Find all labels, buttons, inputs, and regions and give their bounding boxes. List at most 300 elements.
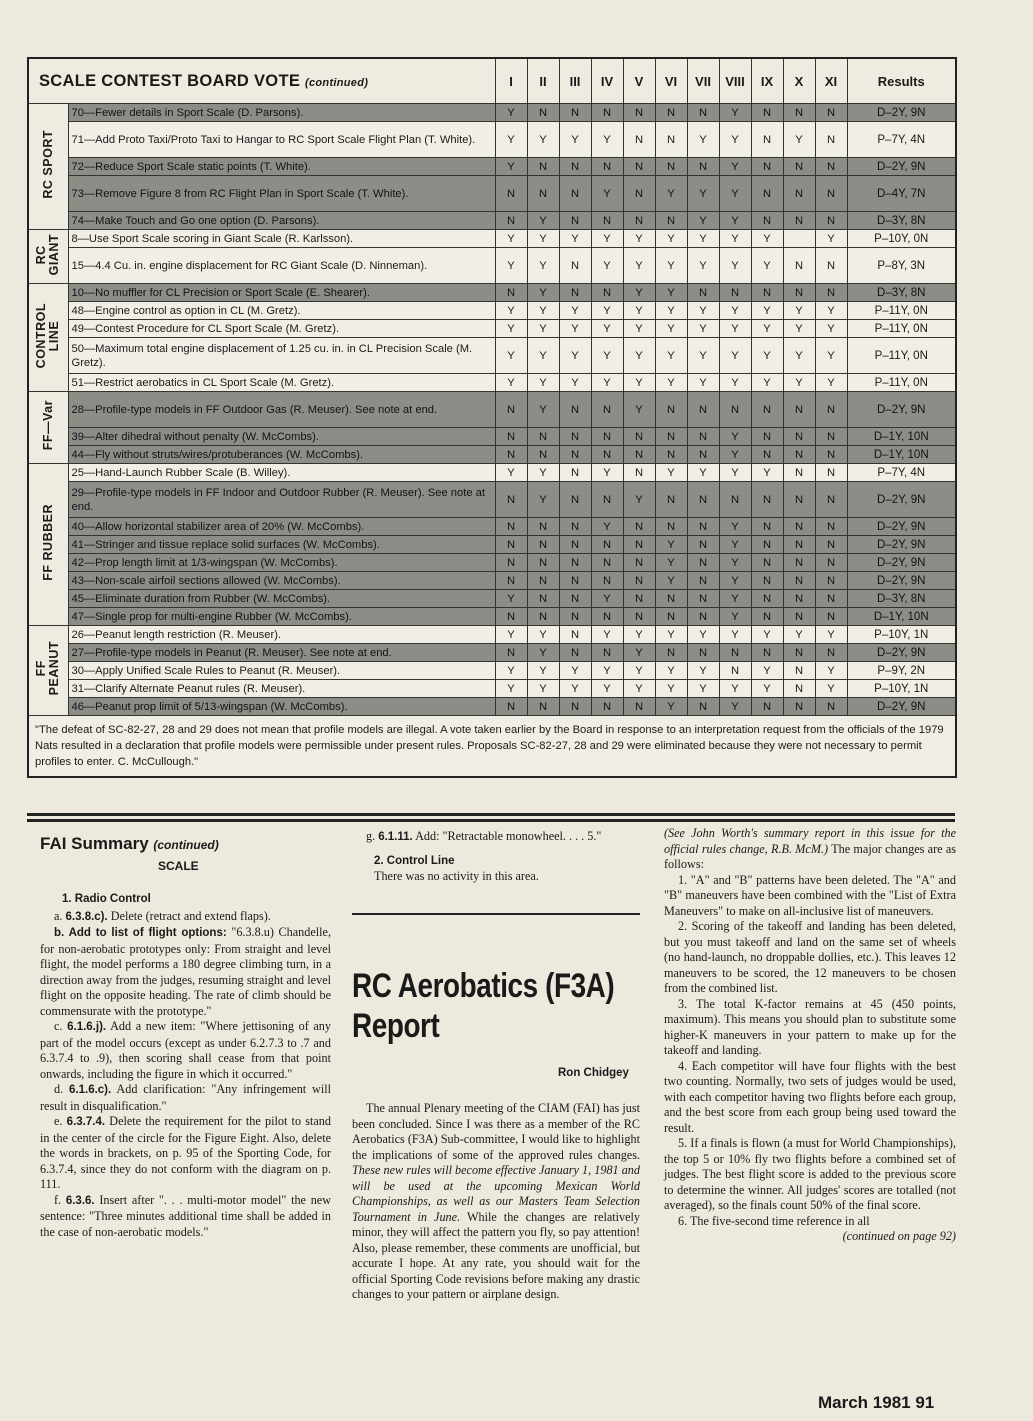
rc-heading: 1. Radio Control [62,893,151,905]
vote-cell: Y [815,662,847,680]
vote-cell: Y [719,608,751,626]
vote-cell: N [815,644,847,662]
vote-cell: N [559,698,591,716]
vote-cell: Y [687,464,719,482]
f3a-item: 4. Each competitor will have four flights with the best two counting. Normally, two sets of judges would be used, with each competitor having two flights before each group, and the best score from each group being used toward the result. [664,1058,956,1135]
vote-cell: N [527,554,559,572]
vote-cell: Y [719,464,751,482]
section-divider [27,813,955,816]
vote-cell: N [783,680,815,698]
vote-cell: Y [591,374,623,392]
continued-note-text: (continued on page 92) [842,1229,956,1243]
vote-cell: N [623,608,655,626]
proposal-cell: 74—Make Touch and Go one option (D. Parsons). [68,212,495,230]
table-row [28,158,956,176]
category-label-text: FF—Var [40,400,55,451]
proposal-cell: 31—Clarify Alternate Peanut rules (R. Meuser). [68,680,495,698]
vote-cell: N [815,212,847,230]
vote-cell: N [527,536,559,554]
f3a-intro-a: The annual Plenary meeting of the CIAM (FAI) has just been concluded. Since I was there as a member of the RC Aerobatics (F3A) Sub-committee, I would like to highlight the implications of some of the approved rules changes. [352,1101,640,1162]
vote-table-body [28,104,956,716]
vote-cell: N [623,158,655,176]
vote-cell: Y [495,374,527,392]
vote-cell: Y [559,662,591,680]
vote-cell: Y [527,284,559,302]
vote-cell: N [687,482,719,518]
vote-cell: N [783,536,815,554]
vote-cell: Y [815,680,847,698]
table-row [28,248,956,284]
column-rule [352,913,640,915]
vote-cell: Y [591,518,623,536]
vote-cell: N [559,644,591,662]
proposal-cell: 49—Contest Procedure for CL Sport Scale (M. Gretz). [68,320,495,338]
vote-cell: N [783,446,815,464]
vote-cell: Y [591,230,623,248]
vote-cell: Y [815,302,847,320]
vote-cell: Y [623,392,655,428]
vote-cell: Y [591,176,623,212]
result-cell: D–2Y, 9N [847,572,956,590]
vote-cell: Y [559,302,591,320]
vote-cell: N [687,446,719,464]
f3a-title-line1: RC Aerobatics (F3A) [352,967,615,1005]
vote-cell: N [815,122,847,158]
vote-cell: N [495,518,527,536]
fai-a-text: Delete (retract and extend flaps). [110,908,271,923]
vote-cell: N [559,626,591,644]
fai-f-ref: 6.3.6. [65,1194,95,1207]
vote-cell: N [751,158,783,176]
category-label [28,284,68,392]
table-note: "The defeat of SC-82-27, 28 and 29 does not mean that profile models are illegal. A vote taken earlier by the Board in response to an interpretation request from the officials of the 1979 Nats resulted in a declaration that profile models were permissible under present rules. Proposals SC-82-27, 28 and 29 were eliminated because they were not necessary to permit profiles to enter. C. McCullough." [28,716,956,778]
vote-cell: Y [527,122,559,158]
vote-cell: N [751,428,783,446]
vote-cell: N [815,284,847,302]
vote-cell: Y [815,626,847,644]
result-cell: P–11Y, 0N [847,320,956,338]
vote-cell: Y [719,212,751,230]
vote-cell: N [527,572,559,590]
vote-cell: N [623,572,655,590]
vote-cell: N [495,482,527,518]
vote-cell: Y [495,464,527,482]
vote-cell: N [687,608,719,626]
table-title-text: SCALE CONTEST BOARD VOTE [39,71,301,90]
vote-cell: N [591,104,623,122]
vote-cell: Y [719,518,751,536]
vote-cell: Y [687,122,719,158]
vote-cell: N [591,212,623,230]
fai-f-text: Insert after ". . . multi-motor model" the new sentence: "Three minutes additional time shall be added in the case of non-aerobatic models." [40,1192,331,1239]
vote-cell: N [751,518,783,536]
proposal-cell: 30—Apply Unified Scale Rules to Peanut (R. Meuser). [68,662,495,680]
result-cell: P–10Y, 0N [847,230,956,248]
vote-cell: N [655,212,687,230]
vote-cell: N [495,608,527,626]
vote-cell: N [495,428,527,446]
proposal-cell: 47—Single prop for multi-engine Rubber (W. McCombs). [68,608,495,626]
vote-cell: Y [495,338,527,374]
vote-cell: N [591,698,623,716]
fai-item-d: d. 6.1.6.c). Add clarification: "Any infringement will result in disqualification." [40,1082,332,1113]
judge-header: VII [687,58,719,104]
vote-cell: Y [751,338,783,374]
table-row [28,554,956,572]
fai-title-text: FAI Summary [40,834,149,853]
vote-cell: N [783,554,815,572]
vote-cell: Y [623,320,655,338]
vote-cell: Y [687,338,719,374]
vote-cell: N [687,518,719,536]
vote-cell: N [751,446,783,464]
vote-cell: N [559,572,591,590]
proposal-cell: 25—Hand-Launch Rubber Scale (B. Willey). [68,464,495,482]
vote-cell: Y [591,626,623,644]
category-label [28,392,68,464]
result-cell: D–1Y, 10N [847,446,956,464]
vote-cell: N [687,698,719,716]
vote-cell: Y [623,230,655,248]
table-row [28,518,956,536]
judge-header: VIII [719,58,751,104]
vote-cell: N [559,536,591,554]
section-divider [27,819,955,822]
fai-item-c: c. 6.1.6.j). Add a new item: "Where jettisoning of any part of the model occurs (except as under 6.2.7.3 to .7 and 6.3.7.4 to .9), then scoring shall cease from that point onwards, including the figure in which it occurred." [40,1019,331,1081]
category-label [28,626,68,716]
vote-cell: Y [719,320,751,338]
vote-cell: N [527,608,559,626]
vote-cell: N [751,392,783,428]
vote-cell: Y [527,212,559,230]
vote-cell: Y [655,536,687,554]
vote-cell: Y [559,320,591,338]
judge-header: X [783,58,815,104]
vote-cell: Y [623,662,655,680]
vote-cell: N [655,590,687,608]
vote-cell: N [783,176,815,212]
vote-cell: Y [655,464,687,482]
vote-cell: Y [719,248,751,284]
vote-cell: Y [719,176,751,212]
vote-cell: N [559,212,591,230]
vote-cell: Y [751,680,783,698]
vote-cell: N [527,104,559,122]
vote-cell: N [559,464,591,482]
fai-item-e: e. 6.3.7.4. Delete the requirement for the pilot to stand in the center of the circle for the Figure Eight. Also, delete the words in brackets, on p. 95 of the Sporting Code, for 6.3.7.4, since they do not conform with the diagram on p. 111. [40,1114,331,1191]
vote-cell: N [751,284,783,302]
vote-cell: Y [527,662,559,680]
vote-cell: N [783,608,815,626]
vote-cell: N [751,554,783,572]
vote-cell: N [655,428,687,446]
fai-subtitle: SCALE [158,859,199,873]
vote-cell: Y [495,302,527,320]
fai-d-text: Add clarification: "Any infringement will result in disqualification." [40,1082,332,1113]
result-cell: D–2Y, 9N [847,104,956,122]
vote-cell: Y [655,374,687,392]
table-header-row [28,58,956,104]
result-cell: P–10Y, 1N [847,626,956,644]
proposal-cell: 28—Profile-type models in FF Outdoor Gas (R. Meuser). See note at end. [68,392,495,428]
f3a-intro [352,1101,640,1303]
f3a-intro-b: These new rules will become effective January 1, 1981 and will be used at the upcoming Mexican World Championships, as well as our Masters Team Selection Tournament in June. [352,1163,640,1224]
vote-cell: Y [719,104,751,122]
vote-cell: Y [751,464,783,482]
vote-cell: Y [623,680,655,698]
vote-cell: Y [719,122,751,158]
result-cell: P–11Y, 0N [847,302,956,320]
f3a-report-title [352,966,614,1046]
category-label [28,464,68,626]
result-cell: D–3Y, 8N [847,212,956,230]
vote-cell: N [751,698,783,716]
vote-cell: N [623,122,655,158]
vote-cell: Y [527,680,559,698]
vote-cell: Y [783,122,815,158]
vote-cell: Y [655,176,687,212]
vote-cell: Y [687,680,719,698]
vote-cell: Y [527,374,559,392]
table-row [28,608,956,626]
vote-cell: N [783,662,815,680]
table-row [28,626,956,644]
judge-header: II [527,58,559,104]
vote-cell: N [559,428,591,446]
vote-cell: Y [783,626,815,644]
vote-cell: Y [655,320,687,338]
vote-cell: Y [783,338,815,374]
table-row [28,284,956,302]
vote-cell: Y [495,662,527,680]
vote-cell: Y [495,320,527,338]
vote-cell: Y [591,122,623,158]
vote-cell: Y [495,248,527,284]
vote-cell: N [591,482,623,518]
vote-cell: Y [655,554,687,572]
table-row [28,302,956,320]
fai-e-ref: 6.3.7.4. [66,1116,106,1128]
fai-c-ref: 6.1.6.j). [67,1021,107,1033]
result-cell: D–4Y, 7N [847,176,956,212]
table-row [28,104,956,122]
vote-cell: N [527,176,559,212]
result-cell: P–7Y, 4N [847,122,956,158]
judge-header: VI [655,58,687,104]
result-cell: P–10Y, 1N [847,680,956,698]
table-row [28,680,956,698]
proposal-cell: 40—Allow horizontal stabilizer area of 20% (W. McCombs). [68,518,495,536]
vote-cell: N [815,572,847,590]
vote-cell: N [783,392,815,428]
vote-cell: Y [591,248,623,284]
vote-cell: N [687,284,719,302]
result-cell: D–1Y, 10N [847,428,956,446]
proposal-cell: 10—No muffler for CL Precision or Sport Scale (E. Shearer). [68,284,495,302]
vote-cell: N [655,446,687,464]
vote-cell: N [687,590,719,608]
vote-cell: N [495,554,527,572]
fai-c-text: Add a new item: "Where jettisoning of any part of the model occurs (except as under 6.2.7.3 to .7 and 6.3.7.4 to .9), then scoring shall cease from that point onwards, including the figure in which it occurred." [40,1019,331,1081]
fai-summary-title [40,834,219,854]
vote-cell: N [815,392,847,428]
vote-cell: N [815,104,847,122]
vote-cell: N [783,644,815,662]
vote-cell: Y [559,122,591,158]
vote-cell: Y [687,320,719,338]
proposal-cell: 73—Remove Figure 8 from RC Flight Plan in Sport Scale (T. White). [68,176,495,212]
vote-cell: Y [655,230,687,248]
vote-cell: N [719,644,751,662]
vote-cell: N [815,554,847,572]
vote-cell: Y [655,572,687,590]
category-label-text: FF PEANUT [34,641,62,696]
vote-cell: Y [591,464,623,482]
vote-cell: Y [591,590,623,608]
vote-cell: N [751,122,783,158]
vote-cell: Y [751,230,783,248]
fai-g-ref: 6.1.11. [378,831,413,843]
vote-cell: N [815,518,847,536]
vote-cell: N [719,662,751,680]
vote-cell: Y [751,302,783,320]
vote-cell: N [751,104,783,122]
f3a-intro-c: While the changes are relatively minor, they will affect the pattern you fly, so pay attention! Also, please remember, these comments are unofficial, but accurate I hope. At any rate, you should wait for the official Sporting Code revisions before making any drastic changes to your pattern or airplane design. [352,1209,641,1301]
vote-cell: N [623,464,655,482]
vote-cell: Y [687,626,719,644]
vote-cell: N [559,482,591,518]
vote-cell: Y [751,248,783,284]
vote-cell: Y [623,374,655,392]
vote-cell: Y [527,230,559,248]
vote-cell: N [495,392,527,428]
f3a-editor-note [664,826,956,873]
fai-b-label: b. Add to list of flight options: [54,927,227,939]
vote-cell: N [655,482,687,518]
fai-b-text: "6.3.8.u) Chandelle, for non-aerobatic prototypes only: From straight and level flight, the model performs a 180 degree climbing turn, in a direction away from the judges, resuming straight and level flight on the opposite heading. The rate of climb should be commensurate with the prototype." [40,925,331,1018]
vote-cell: Y [495,230,527,248]
proposal-cell: 45—Eliminate duration from Rubber (W. McCombs). [68,590,495,608]
vote-cell: Y [719,446,751,464]
vote-cell: N [591,572,623,590]
vote-cell: N [655,122,687,158]
vote-cell: N [655,608,687,626]
f3a-byline: Ron Chidgey [558,1067,629,1079]
table-row [28,446,956,464]
vote-cell: Y [719,158,751,176]
vote-cell: Y [655,248,687,284]
vote-cell: N [559,518,591,536]
fai-continued-column [352,829,640,885]
vote-cell: N [783,464,815,482]
f3a-item: 1. "A" and "B" patterns have been deleted. The "A" and "B" maneuvers have been combined with the "List of Extra Maneuvers" to make on all-inclusive list of maneuvers. [664,872,956,918]
vote-cell: N [495,212,527,230]
vote-cell: Y [623,248,655,284]
vote-cell: Y [623,482,655,518]
vote-cell: N [815,464,847,482]
table-note-row [28,716,956,778]
vote-cell: N [815,482,847,518]
result-cell: D–2Y, 9N [847,518,956,536]
vote-cell: N [591,158,623,176]
result-cell: D–2Y, 9N [847,158,956,176]
vote-cell: Y [527,320,559,338]
scale-contest-board-vote-table [27,57,957,778]
result-cell: D–3Y, 8N [847,284,956,302]
vote-cell: N [783,158,815,176]
vote-cell: Y [527,392,559,428]
vote-cell: N [591,644,623,662]
result-cell: D–2Y, 9N [847,698,956,716]
vote-cell: N [559,608,591,626]
vote-cell: Y [751,320,783,338]
proposal-cell: 50—Maximum total engine displacement of 1.25 cu. in. in CL Precision Scale (M. Gretz). [68,338,495,374]
result-cell: D–3Y, 8N [847,590,956,608]
proposal-cell: 15—4.4 Cu. in. engine displacement for RC Giant Scale (D. Ninneman). [68,248,495,284]
judge-header: IV [591,58,623,104]
vote-cell: N [751,212,783,230]
vote-cell: N [495,644,527,662]
vote-cell: N [591,428,623,446]
vote-cell: Y [623,626,655,644]
vote-cell: Y [815,320,847,338]
vote-cell: Y [719,338,751,374]
vote-cell: N [623,212,655,230]
vote-cell: N [527,590,559,608]
vote-cell: N [815,446,847,464]
vote-cell: N [815,590,847,608]
vote-cell: N [783,248,815,284]
category-label-text: CONTROL LINE [34,302,62,369]
page-footer: March 1981 91 [818,1393,935,1412]
vote-cell: N [623,590,655,608]
vote-cell: Y [623,644,655,662]
vote-cell: N [751,536,783,554]
result-cell: D–2Y, 9N [847,482,956,518]
vote-cell: Y [527,626,559,644]
vote-cell: Y [623,338,655,374]
vote-cell: N [687,644,719,662]
vote-cell: Y [751,374,783,392]
table-title-suffix: (continued) [305,76,369,89]
vote-cell: N [783,104,815,122]
vote-cell: N [527,698,559,716]
f3a-item: 3. The total K-factor remains at 45 (450 points, maximum). This means you should plan to substitute some higher-K maneuvers in your pattern to make up for the takeoff and landing. [664,996,956,1057]
table-row [28,464,956,482]
vote-cell: Y [591,320,623,338]
vote-cell: N [559,392,591,428]
vote-cell: Y [655,698,687,716]
table-row [28,320,956,338]
vote-cell: Y [719,428,751,446]
vote-cell: N [783,482,815,518]
vote-cell: Y [655,626,687,644]
category-label [28,230,68,284]
vote-cell: Y [527,482,559,518]
vote-cell: N [591,284,623,302]
result-cell: P–8Y, 3N [847,248,956,284]
result-cell: P–9Y, 2N [847,662,956,680]
vote-cell: N [719,284,751,302]
table-row [28,572,956,590]
vote-cell: Y [783,320,815,338]
vote-cell: N [655,104,687,122]
vote-cell: Y [719,626,751,644]
vote-cell: N [495,698,527,716]
vote-cell: N [527,428,559,446]
vote-cell: Y [591,338,623,374]
f3a-item: 5. If a finals is flown (a must for World Championships), the top 5 or 10% fly two flights before a combined set of judges. The best flight score is added to the previous score to determine the winner. All judges' scores are totalled (not averaged), so the finals count 50% of the final score. [664,1136,956,1212]
